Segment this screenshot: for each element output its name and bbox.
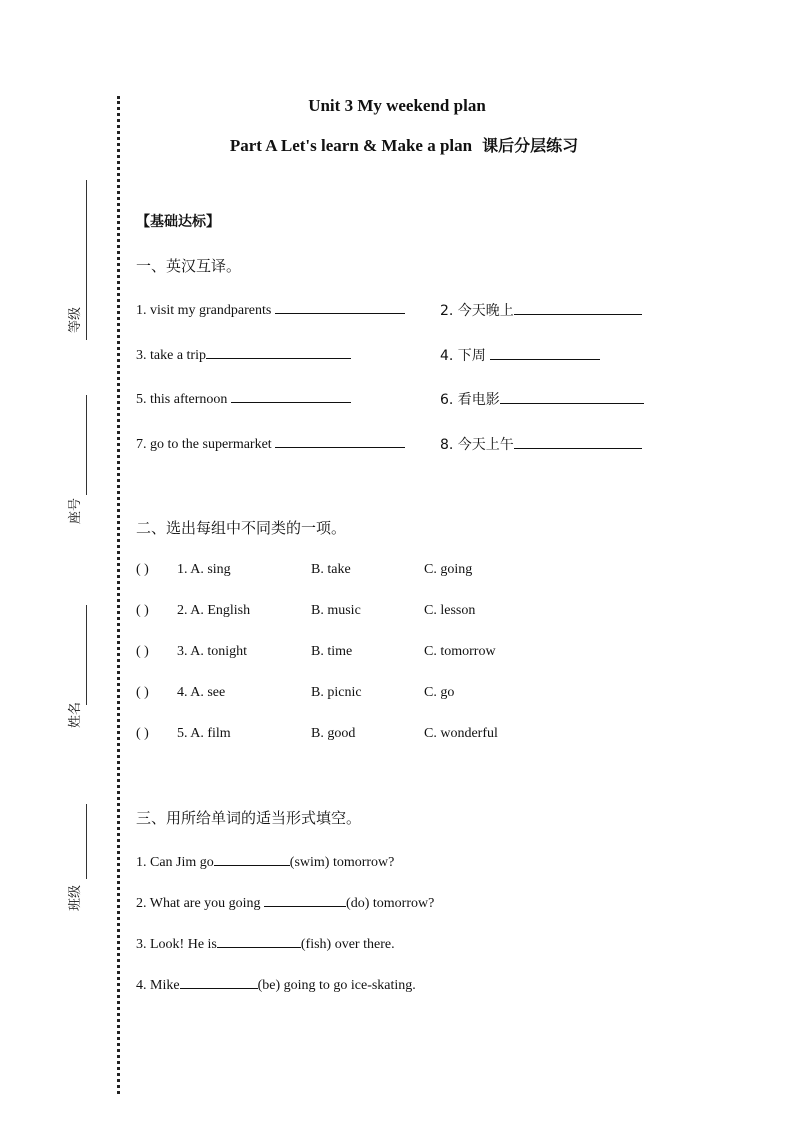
s2-row-1-paren[interactable]: ( ) [136, 562, 149, 577]
s3-item-3-blank[interactable] [217, 934, 301, 948]
s1-item-3-blank[interactable] [206, 345, 351, 359]
s2-row-4-a: 4. A. see [177, 685, 226, 700]
s1-item-5-text: 5. this afternoon [136, 392, 228, 407]
s1-item-8-text: 8. 今天上午 [440, 437, 514, 453]
s1-item-2 [440, 300, 642, 320]
s2-row-5-a: 5. A. film [177, 726, 231, 741]
s2-row-3-c: C. tomorrow [424, 644, 496, 659]
s1-item-7-text: 7. go to the supermarket [136, 437, 272, 452]
seat-line [86, 395, 87, 495]
page-title: Unit 3 My weekend plan [308, 96, 486, 115]
s3-item-2-post: (do) tomorrow? [346, 896, 435, 911]
side-field-seat [60, 395, 100, 535]
s3-item-3 [136, 934, 395, 953]
section2-heading: 二、选出每组中不同类的一项。 [136, 519, 347, 537]
s1-item-2-text: 2. 今天晚上 [440, 303, 514, 319]
s2-row-3-b: B. time [311, 644, 353, 659]
s1-item-6-blank[interactable] [500, 390, 644, 404]
s2-row-2-c: C. lesson [424, 603, 476, 618]
s1-item-8 [440, 434, 642, 454]
s2-row-1-b: B. take [311, 562, 351, 577]
s2-row-4-paren[interactable]: ( ) [136, 685, 149, 700]
s1-item-7 [136, 434, 405, 453]
s3-item-4-post: (be) going to go ice-skating. [257, 978, 416, 993]
s2-row-1-a: 1. A. sing [177, 562, 231, 577]
subtitle-en: Part A Let's learn & Make a plan [229, 136, 473, 155]
page-subtitle [0, 133, 794, 156]
section3-heading: 三、用所给单词的适当形式填空。 [136, 809, 362, 827]
s3-item-2-blank[interactable] [264, 893, 346, 907]
s2-row-1-c: C. going [424, 562, 473, 577]
s1-item-8-blank[interactable] [514, 435, 642, 449]
s3-item-2-pre: 2. What are you going [136, 896, 265, 911]
s1-item-6-text: 6. 看电影 [440, 392, 500, 408]
s3-item-1-pre: 1. Can Jim go [136, 855, 214, 870]
s1-item-4-text: 4. 下周 [440, 348, 486, 364]
side-field-name [60, 605, 100, 745]
s3-item-3-pre: 3. Look! He is [136, 937, 217, 952]
side-label-class: 班级 [68, 884, 83, 911]
basic-label: 【基础达标】 [136, 214, 220, 230]
s2-row-5-b: B. good [311, 726, 356, 741]
s1-item-3 [136, 345, 351, 364]
side-label-grade: 等级 [68, 306, 83, 333]
s1-item-1-blank[interactable] [275, 300, 405, 314]
s3-item-4-blank[interactable] [180, 975, 258, 989]
s1-item-7-blank[interactable] [275, 434, 405, 448]
s1-item-2-blank[interactable] [514, 301, 642, 315]
subtitle-cn: 课后分层练习 [482, 136, 579, 155]
s2-row-2-a: 2. A. English [177, 603, 251, 618]
s1-item-1-text: 1. visit my grandparents [136, 303, 272, 318]
side-field-class [60, 804, 100, 934]
s1-item-6 [440, 389, 644, 409]
binding-dotted-line [117, 96, 120, 1094]
s3-item-1-post: (swim) tomorrow? [289, 855, 395, 870]
name-line [86, 605, 87, 705]
s1-item-4-blank[interactable] [490, 346, 600, 360]
s2-row-4-c: C. go [424, 685, 455, 700]
s1-item-1 [136, 300, 405, 319]
s2-row-5-paren[interactable]: ( ) [136, 726, 149, 741]
grade-line [86, 180, 87, 340]
s2-row-2-paren[interactable]: ( ) [136, 603, 149, 618]
s1-item-5-blank[interactable] [231, 389, 351, 403]
s1-item-3-text: 3. take a trip [136, 348, 206, 363]
s2-row-5-c: C. wonderful [424, 726, 498, 741]
section1-heading: 一、英汉互译。 [136, 257, 242, 275]
class-line [86, 804, 87, 879]
side-label-name: 姓名 [68, 701, 83, 728]
side-field-grade [60, 180, 100, 340]
s2-row-2-b: B. music [311, 603, 361, 618]
s3-item-2 [136, 893, 434, 912]
s2-row-3-a: 3. A. tonight [177, 644, 248, 659]
s1-item-4 [440, 345, 600, 365]
s3-item-4-pre: 4. Mike [136, 978, 180, 993]
s2-row-3-paren[interactable]: ( ) [136, 644, 149, 659]
s1-item-5 [136, 389, 351, 408]
side-label-seat: 座号 [68, 497, 83, 524]
s2-row-4-b: B. picnic [311, 685, 362, 700]
s3-item-4 [136, 975, 416, 994]
s3-item-1 [136, 852, 394, 871]
s3-item-3-post: (fish) over there. [300, 937, 395, 952]
s3-item-1-blank[interactable] [214, 852, 290, 866]
